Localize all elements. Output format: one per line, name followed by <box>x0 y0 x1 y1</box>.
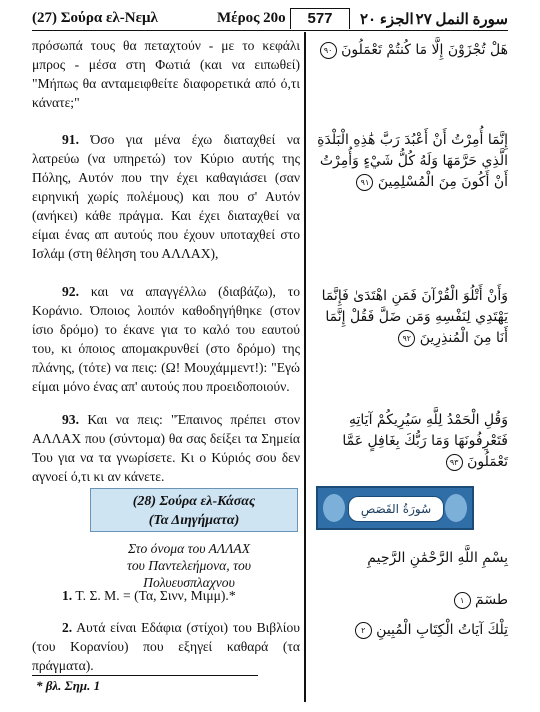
verse-2-arabic-text: تِلْكَ آيَاتُ الْكِتَابِ الْمُبِينِ <box>376 622 508 638</box>
header-juz-arabic: الجزء ٢٠ <box>360 12 414 28</box>
verse-92-number: 92. <box>62 284 79 299</box>
verse-1-marker: ١ <box>454 592 471 609</box>
basmala: بِسْمِ اللَّهِ الرَّحْمَٰنِ الرَّحِيمِ <box>367 550 508 566</box>
invocation-line2: του Παντελεήμονα, του Πολυευσπλαχνου <box>127 558 251 590</box>
verse-91-text: Όσο για μένα έχω διαταχθεί να λατρεύω (να υπηρετώ) τον Κύριο αυτής της Πόλης, Αυτόν που την έχει καθαγιάσει (σαν ειρηνική χωρίς πολέμους) και που σ' Αυτόν (ανήκει) κάθε πράγμα. Και έχει διαταχθεί να είμαι ένας απ αυτούς που έχουν υποταχθεί στο Ισλάμ (στη θέληση του ΑΛΛΑΧ), <box>32 132 300 261</box>
header-surah-greek: (27) Σούρα ελ-Νεμλ <box>32 10 158 26</box>
banner-ornament-right <box>445 494 467 522</box>
surah-title-line2: (Τα Διηγήματα) <box>148 513 240 528</box>
verse-90-arabic-text: هَلْ تُجْزَوْنَ إِلَّا مَا كُنتُمْ تَعْمَلُونَ <box>341 42 508 58</box>
surah-title-line1: (28) Σούρα ελ-Κάσας <box>132 494 256 509</box>
banner-ornament-left <box>323 494 345 522</box>
invocation <box>80 540 298 591</box>
verse-1-number: 1. <box>62 588 73 603</box>
verse-92-arabic-text: وَأَنْ أَتْلُوَ الْقُرْآنَ فَمَنِ اهْتَدَىٰ فَإِنَّمَا يَهْتَدِي لِنَفْسِهِ وَمَن ضَلَّ فَقُلْ إِنَّمَا أَنَا مِنَ الْمُنذِرِينَ <box>321 288 508 346</box>
invocation-line1: Στο όνομα του ΑΛΛΑΧ <box>127 541 251 556</box>
surah-banner-title: سُورَةُ القَصَصِ <box>348 496 444 522</box>
page-number: 577 <box>290 8 350 29</box>
footnote: * βλ. Σημ. 1 <box>36 678 101 693</box>
footnote-rule <box>32 675 258 676</box>
verse-92-marker: ٩٢ <box>398 330 415 347</box>
verse-90-arabic <box>312 40 508 61</box>
verse-91-arabic-text: إِنَّمَا أُمِرْتُ أَنْ أَعْبُدَ رَبَّ هَٰذِهِ الْبَلْدَةِ الَّذِي حَرَّمَهَا وَلَهُ كُلُّ شَيْءٍ وَأُمِرْتُ أَنْ أَكُونَ مِنَ الْمُسْلِمِينَ <box>317 132 508 190</box>
verse-1-translation <box>32 586 300 605</box>
page-header <box>32 8 508 31</box>
verse-91-translation <box>32 130 300 263</box>
header-part: Μέρος 20ο <box>217 10 286 26</box>
verse-2-marker: ٢ <box>355 622 372 639</box>
column-divider <box>304 32 306 702</box>
verse-2-translation <box>32 618 300 675</box>
verse-92-arabic <box>312 286 508 349</box>
header-surah-arabic: سورة النمل ٢٧ <box>415 12 508 28</box>
surah-title-box <box>90 488 298 532</box>
verse-93-translation <box>32 410 300 486</box>
verse-91-marker: ٩١ <box>356 174 373 191</box>
verse-1-text: Τ. Σ. Μ. = (Τα, Σινν, Μιμμ).* <box>75 588 236 603</box>
verse-92-text: και να απαγγέλλω (διαβάζω), το Κοράνιο. Όποιος λοιπόν καθοδηγήθηκε (στον ίσιο δρόμο) το έκανε για το καλό του εαυτού του, κι όποιος απομακρυνθεί (στο δρόμο) της πλάνης, (τότε) να πεις: (Ω! Μουχάμμεντ!): "Εγώ είμαι μόνο ένας απ' αυτούς που προειδοποιούν. <box>32 284 300 394</box>
surah-banner <box>316 486 474 530</box>
verse-93-marker: ٩٣ <box>446 454 463 471</box>
verse-91-number: 91. <box>62 132 79 147</box>
verse-90-marker: ٩٠ <box>320 42 337 59</box>
verse-93-text: Και να πεις: "Έπαινος πρέπει στον ΑΛΛΑΧ που (σύντομα) θα σας δείξει τα Σημεία Του για να τα γνωρίσετε. Κι ο Κύριός σου δεν αγνοεί ό,τι κι αν κάνετε. <box>32 412 300 484</box>
verse-2-arabic <box>312 620 508 641</box>
verse-1-arabic-text: طسٓمٓ <box>475 592 508 608</box>
verse-2-number: 2. <box>62 620 73 635</box>
verse-93-arabic-text: وَقُلِ الْحَمْدُ لِلَّهِ سَيُرِيكُمْ آيَاتِهِ فَتَعْرِفُونَهَا وَمَا رَبُّكَ بِغَافِلٍ عَمَّا تَعْمَلُونَ <box>342 412 508 470</box>
verse-2-text: Αυτά είναι Εδάφια (στίχοι) του Βιβλίου (του Κορανίου) που εξηγεί καθαρά (τα πράγματα). <box>32 620 300 673</box>
verse-93-arabic <box>312 410 508 473</box>
verse-1-arabic <box>312 590 508 611</box>
verse-91-arabic <box>312 130 508 193</box>
verse-93-number: 93. <box>62 412 79 427</box>
verse-92-translation <box>32 282 300 396</box>
verse-90-translation: πρόσωπά τους θα πεταχτούν - με το κεφάλι μπρος - μέσα στη Φωτιά (και να ειπωθεί) "Μήπως θα ανταμειφθείτε διαφορετικά από ό,τι κάνατε;" <box>32 38 300 110</box>
